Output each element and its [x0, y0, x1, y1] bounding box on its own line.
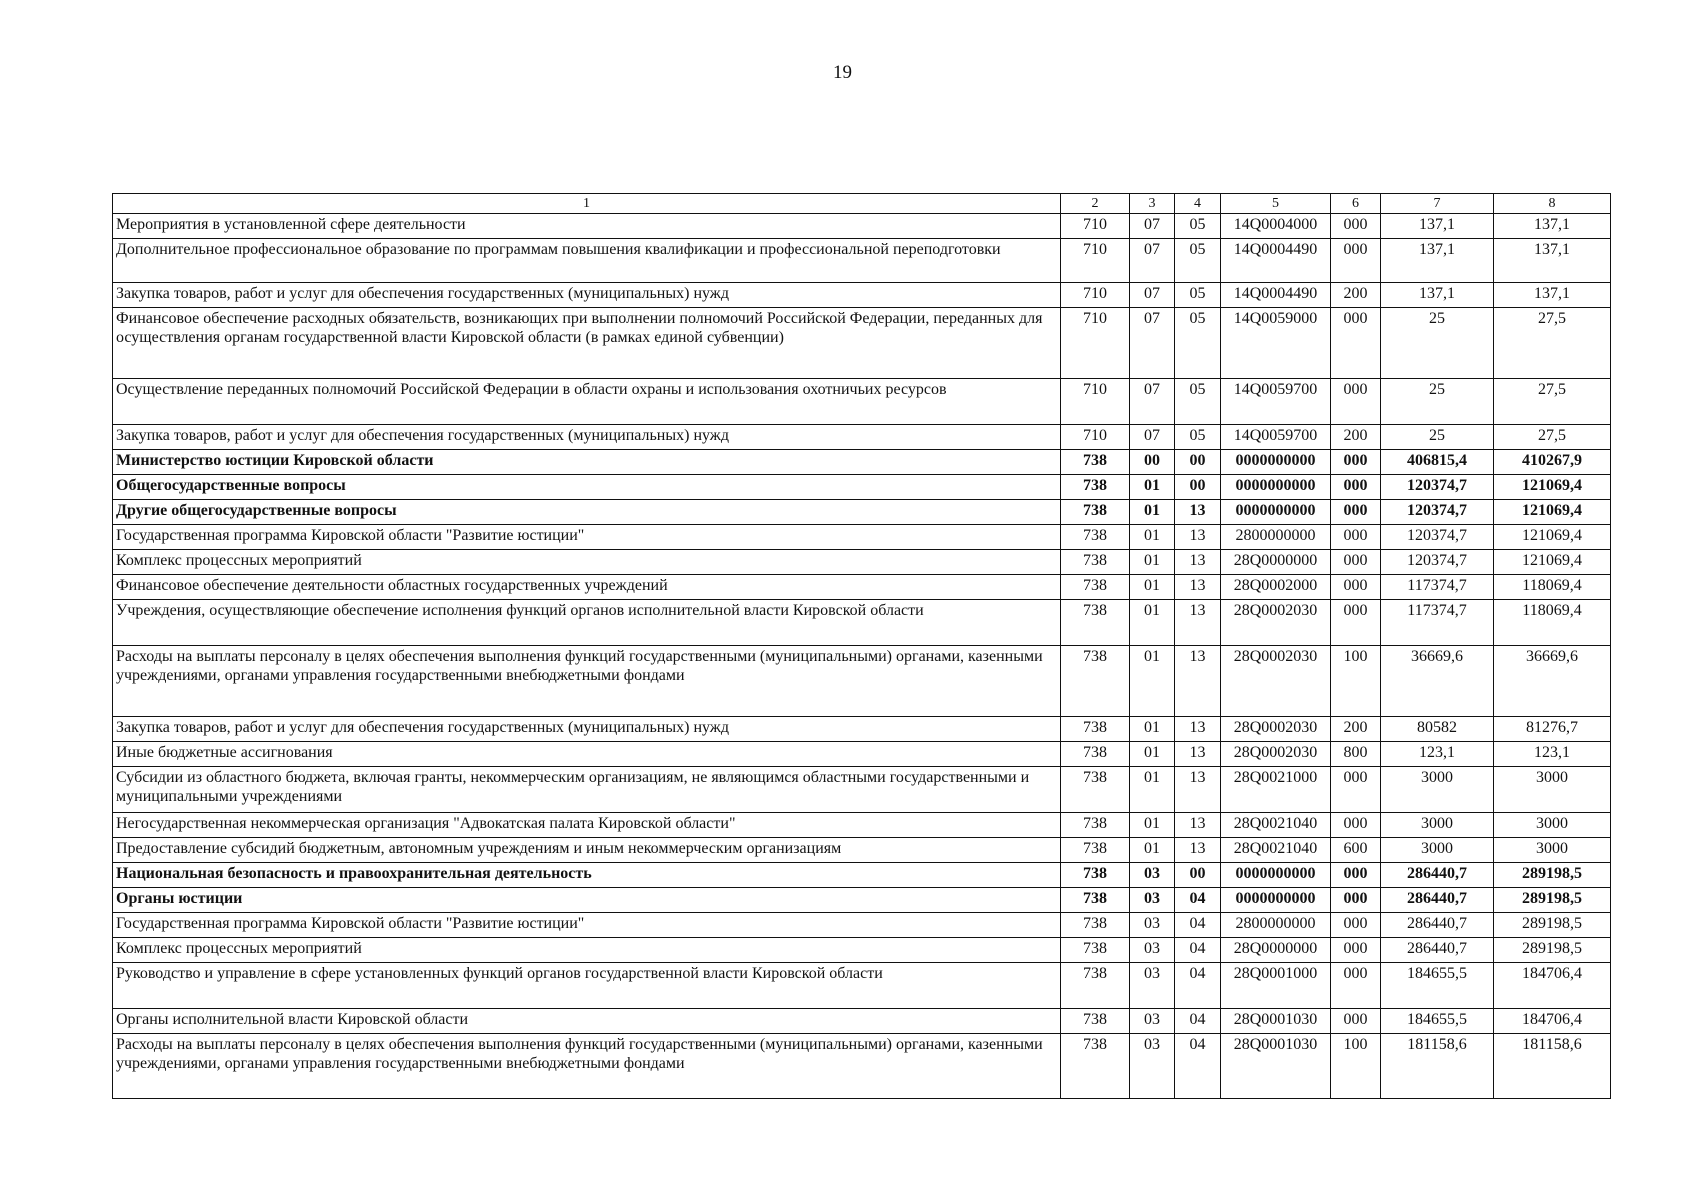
cell-admin-code: 738	[1061, 963, 1130, 1009]
cell-admin-code: 738	[1061, 646, 1130, 717]
cell-amount-year-1: 3000	[1381, 813, 1494, 838]
cell-admin-code: 738	[1061, 550, 1130, 575]
cell-row-name: Предоставление субсидий бюджетным, автономным учреждениям и иным некоммерческим организациям	[113, 838, 1061, 863]
cell-amount-year-1: 80582	[1381, 717, 1494, 742]
cell-amount-year-2: 121069,4	[1494, 550, 1611, 575]
cell-row-name: Органы юстиции	[113, 888, 1061, 913]
cell-amount-year-1: 120374,7	[1381, 500, 1494, 525]
cell-section-code: 01	[1130, 475, 1175, 500]
cell-row-name: Расходы на выплаты персоналу в целях обеспечения выполнения функций государственными (муниципальными) органами, казенными учреждениями, органами управления государственными внебюджетными фондами	[113, 646, 1061, 717]
cell-amount-year-1: 117374,7	[1381, 575, 1494, 600]
cell-section-code: 07	[1130, 239, 1175, 283]
cell-target-article: 0000000000	[1221, 500, 1331, 525]
cell-expense-type: 800	[1331, 742, 1381, 767]
header-col-8: 8	[1494, 194, 1611, 214]
cell-target-article: 28Q0000000	[1221, 550, 1331, 575]
cell-row-name: Национальная безопасность и правоохранительная деятельность	[113, 863, 1061, 888]
cell-expense-type: 200	[1331, 283, 1381, 308]
cell-subsection-code: 13	[1175, 600, 1221, 646]
table-row	[113, 575, 1611, 600]
cell-expense-type: 000	[1331, 239, 1381, 283]
cell-amount-year-1: 36669,6	[1381, 646, 1494, 717]
cell-amount-year-1: 286440,7	[1381, 888, 1494, 913]
header-col-6: 6	[1331, 194, 1381, 214]
cell-amount-year-2: 184706,4	[1494, 1009, 1611, 1034]
cell-target-article: 28Q0002030	[1221, 742, 1331, 767]
cell-admin-code: 738	[1061, 600, 1130, 646]
cell-row-name: Государственная программа Кировской области "Развитие юстиции"	[113, 525, 1061, 550]
cell-expense-type: 000	[1331, 863, 1381, 888]
cell-admin-code: 738	[1061, 938, 1130, 963]
cell-target-article: 28Q0001000	[1221, 963, 1331, 1009]
header-col-5: 5	[1221, 194, 1331, 214]
cell-amount-year-2: 123,1	[1494, 742, 1611, 767]
cell-admin-code: 710	[1061, 239, 1130, 283]
cell-target-article: 14Q0004490	[1221, 239, 1331, 283]
table-row	[113, 475, 1611, 500]
cell-section-code: 07	[1130, 283, 1175, 308]
table-row	[113, 550, 1611, 575]
cell-admin-code: 738	[1061, 1009, 1130, 1034]
cell-section-code: 07	[1130, 379, 1175, 425]
table-row	[113, 1009, 1611, 1034]
cell-row-name: Мероприятия в установленной сфере деятельности	[113, 214, 1061, 239]
cell-section-code: 01	[1130, 500, 1175, 525]
cell-admin-code: 738	[1061, 1034, 1130, 1099]
cell-subsection-code: 13	[1175, 575, 1221, 600]
cell-amount-year-1: 25	[1381, 379, 1494, 425]
table-row	[113, 450, 1611, 475]
header-col-2: 2	[1061, 194, 1130, 214]
cell-row-name: Руководство и управление в сфере установленных функций органов государственной власти Кировской области	[113, 963, 1061, 1009]
cell-subsection-code: 05	[1175, 214, 1221, 239]
cell-row-name: Комплекс процессных мероприятий	[113, 550, 1061, 575]
cell-admin-code: 710	[1061, 308, 1130, 379]
cell-section-code: 03	[1130, 888, 1175, 913]
cell-amount-year-2: 27,5	[1494, 425, 1611, 450]
cell-expense-type: 100	[1331, 1034, 1381, 1099]
cell-amount-year-1: 137,1	[1381, 214, 1494, 239]
cell-section-code: 03	[1130, 963, 1175, 1009]
table-row	[113, 913, 1611, 938]
cell-target-article: 0000000000	[1221, 475, 1331, 500]
cell-section-code: 03	[1130, 1009, 1175, 1034]
cell-amount-year-2: 137,1	[1494, 214, 1611, 239]
table-row	[113, 283, 1611, 308]
cell-expense-type: 000	[1331, 813, 1381, 838]
table-row	[113, 308, 1611, 379]
cell-row-name: Финансовое обеспечение расходных обязательств, возникающих при выполнении полномочий Российской Федерации, переданных для осуществления органам государственной власти Кировской области (в рамках единой субвенции)	[113, 308, 1061, 379]
cell-row-name: Закупка товаров, работ и услуг для обеспечения государственных (муниципальных) нужд	[113, 717, 1061, 742]
cell-amount-year-1: 120374,7	[1381, 475, 1494, 500]
cell-admin-code: 738	[1061, 838, 1130, 863]
cell-admin-code: 738	[1061, 742, 1130, 767]
cell-admin-code: 710	[1061, 425, 1130, 450]
cell-subsection-code: 04	[1175, 888, 1221, 913]
table-row	[113, 863, 1611, 888]
cell-admin-code: 738	[1061, 450, 1130, 475]
cell-subsection-code: 04	[1175, 1034, 1221, 1099]
cell-target-article: 14Q0059000	[1221, 308, 1331, 379]
cell-target-article: 28Q0001030	[1221, 1034, 1331, 1099]
cell-amount-year-2: 289198,5	[1494, 863, 1611, 888]
cell-expense-type: 000	[1331, 938, 1381, 963]
cell-section-code: 03	[1130, 1034, 1175, 1099]
table-row	[113, 600, 1611, 646]
cell-subsection-code: 13	[1175, 838, 1221, 863]
table-row	[113, 214, 1611, 239]
cell-row-name: Государственная программа Кировской области "Развитие юстиции"	[113, 913, 1061, 938]
cell-amount-year-2: 137,1	[1494, 283, 1611, 308]
cell-admin-code: 738	[1061, 500, 1130, 525]
cell-target-article: 14Q0004000	[1221, 214, 1331, 239]
cell-row-name: Дополнительное профессиональное образование по программам повышения квалификации и профессиональной переподготовки	[113, 239, 1061, 283]
cell-target-article: 28Q0021040	[1221, 813, 1331, 838]
cell-admin-code: 710	[1061, 283, 1130, 308]
cell-amount-year-2: 118069,4	[1494, 600, 1611, 646]
cell-target-article: 0000000000	[1221, 450, 1331, 475]
table-body	[113, 214, 1611, 1099]
cell-admin-code: 738	[1061, 913, 1130, 938]
cell-section-code: 01	[1130, 813, 1175, 838]
cell-admin-code: 738	[1061, 475, 1130, 500]
cell-row-name: Закупка товаров, работ и услуг для обеспечения государственных (муниципальных) нужд	[113, 425, 1061, 450]
cell-amount-year-1: 137,1	[1381, 239, 1494, 283]
cell-section-code: 01	[1130, 646, 1175, 717]
cell-amount-year-2: 27,5	[1494, 308, 1611, 379]
cell-amount-year-1: 286440,7	[1381, 913, 1494, 938]
cell-subsection-code: 05	[1175, 379, 1221, 425]
cell-admin-code: 738	[1061, 767, 1130, 813]
cell-admin-code: 738	[1061, 888, 1130, 913]
table-row	[113, 1034, 1611, 1099]
table-header	[113, 194, 1611, 214]
table-row	[113, 379, 1611, 425]
cell-target-article: 28Q0001030	[1221, 1009, 1331, 1034]
cell-subsection-code: 04	[1175, 938, 1221, 963]
cell-amount-year-2: 181158,6	[1494, 1034, 1611, 1099]
cell-subsection-code: 13	[1175, 717, 1221, 742]
cell-amount-year-1: 184655,5	[1381, 1009, 1494, 1034]
table-row	[113, 963, 1611, 1009]
cell-subsection-code: 13	[1175, 525, 1221, 550]
cell-target-article: 0000000000	[1221, 863, 1331, 888]
cell-subsection-code: 05	[1175, 308, 1221, 379]
cell-subsection-code: 04	[1175, 963, 1221, 1009]
cell-section-code: 01	[1130, 525, 1175, 550]
header-col-3: 3	[1130, 194, 1175, 214]
budget-table	[112, 193, 1611, 1099]
cell-section-code: 01	[1130, 550, 1175, 575]
cell-amount-year-2: 3000	[1494, 838, 1611, 863]
cell-subsection-code: 13	[1175, 646, 1221, 717]
cell-expense-type: 000	[1331, 475, 1381, 500]
cell-amount-year-2: 121069,4	[1494, 500, 1611, 525]
cell-target-article: 28Q0002030	[1221, 600, 1331, 646]
cell-expense-type: 000	[1331, 600, 1381, 646]
table-row	[113, 717, 1611, 742]
cell-section-code: 03	[1130, 863, 1175, 888]
cell-target-article: 28Q0002000	[1221, 575, 1331, 600]
cell-amount-year-1: 117374,7	[1381, 600, 1494, 646]
cell-target-article: 14Q0059700	[1221, 425, 1331, 450]
cell-target-article: 28Q0021040	[1221, 838, 1331, 863]
cell-section-code: 01	[1130, 600, 1175, 646]
cell-row-name: Другие общегосударственные вопросы	[113, 500, 1061, 525]
cell-subsection-code: 13	[1175, 813, 1221, 838]
cell-amount-year-2: 289198,5	[1494, 938, 1611, 963]
cell-amount-year-1: 120374,7	[1381, 550, 1494, 575]
cell-section-code: 07	[1130, 308, 1175, 379]
table-row	[113, 500, 1611, 525]
cell-amount-year-1: 406815,4	[1381, 450, 1494, 475]
cell-section-code: 03	[1130, 913, 1175, 938]
cell-subsection-code: 04	[1175, 913, 1221, 938]
cell-expense-type: 000	[1331, 1009, 1381, 1034]
cell-expense-type: 000	[1331, 963, 1381, 1009]
cell-subsection-code: 13	[1175, 742, 1221, 767]
cell-amount-year-1: 137,1	[1381, 283, 1494, 308]
cell-target-article: 28Q0021000	[1221, 767, 1331, 813]
cell-expense-type: 000	[1331, 888, 1381, 913]
cell-subsection-code: 05	[1175, 239, 1221, 283]
cell-row-name: Общегосударственные вопросы	[113, 475, 1061, 500]
cell-section-code: 07	[1130, 425, 1175, 450]
cell-amount-year-2: 289198,5	[1494, 888, 1611, 913]
cell-admin-code: 738	[1061, 575, 1130, 600]
table-row	[113, 813, 1611, 838]
cell-amount-year-2: 184706,4	[1494, 963, 1611, 1009]
cell-amount-year-1: 3000	[1381, 767, 1494, 813]
cell-subsection-code: 13	[1175, 550, 1221, 575]
cell-section-code: 01	[1130, 575, 1175, 600]
cell-amount-year-2: 137,1	[1494, 239, 1611, 283]
cell-amount-year-2: 289198,5	[1494, 913, 1611, 938]
cell-expense-type: 000	[1331, 575, 1381, 600]
cell-admin-code: 738	[1061, 525, 1130, 550]
cell-subsection-code: 13	[1175, 500, 1221, 525]
table-row	[113, 646, 1611, 717]
cell-target-article: 2800000000	[1221, 913, 1331, 938]
cell-subsection-code: 13	[1175, 767, 1221, 813]
header-row	[113, 194, 1611, 214]
cell-subsection-code: 05	[1175, 283, 1221, 308]
table-row	[113, 838, 1611, 863]
cell-admin-code: 738	[1061, 863, 1130, 888]
cell-amount-year-1: 181158,6	[1381, 1034, 1494, 1099]
table-row	[113, 938, 1611, 963]
page-number: 19	[833, 62, 852, 83]
cell-row-name: Закупка товаров, работ и услуг для обеспечения государственных (муниципальных) нужд	[113, 283, 1061, 308]
cell-amount-year-1: 286440,7	[1381, 938, 1494, 963]
header-col-4: 4	[1175, 194, 1221, 214]
cell-section-code: 01	[1130, 767, 1175, 813]
cell-target-article: 0000000000	[1221, 888, 1331, 913]
cell-target-article: 2800000000	[1221, 525, 1331, 550]
cell-expense-type: 000	[1331, 500, 1381, 525]
cell-amount-year-2: 121069,4	[1494, 475, 1611, 500]
cell-amount-year-1: 120374,7	[1381, 525, 1494, 550]
cell-target-article: 28Q0002030	[1221, 717, 1331, 742]
cell-subsection-code: 00	[1175, 863, 1221, 888]
cell-section-code: 01	[1130, 717, 1175, 742]
cell-expense-type: 000	[1331, 308, 1381, 379]
cell-target-article: 28Q0002030	[1221, 646, 1331, 717]
cell-admin-code: 710	[1061, 214, 1130, 239]
cell-amount-year-2: 27,5	[1494, 379, 1611, 425]
cell-section-code: 01	[1130, 838, 1175, 863]
cell-admin-code: 738	[1061, 813, 1130, 838]
table-row	[113, 525, 1611, 550]
cell-row-name: Расходы на выплаты персоналу в целях обеспечения выполнения функций государственными (муниципальными) органами, казенными учреждениями, органами управления государственными внебюджетными фондами	[113, 1034, 1061, 1099]
cell-row-name: Министерство юстиции Кировской области	[113, 450, 1061, 475]
cell-amount-year-2: 81276,7	[1494, 717, 1611, 742]
cell-amount-year-1: 25	[1381, 425, 1494, 450]
table-row	[113, 767, 1611, 813]
header-col-7: 7	[1381, 194, 1494, 214]
cell-row-name: Органы исполнительной власти Кировской области	[113, 1009, 1061, 1034]
cell-row-name: Осуществление переданных полномочий Российской Федерации в области охраны и использования охотничьих ресурсов	[113, 379, 1061, 425]
cell-target-article: 28Q0000000	[1221, 938, 1331, 963]
cell-expense-type: 000	[1331, 767, 1381, 813]
cell-row-name: Субсидии из областного бюджета, включая гранты, некоммерческим организациям, не являющимся областными государственными и муниципальными учреждениями	[113, 767, 1061, 813]
table-row	[113, 742, 1611, 767]
cell-amount-year-1: 123,1	[1381, 742, 1494, 767]
cell-admin-code: 710	[1061, 379, 1130, 425]
cell-section-code: 01	[1130, 742, 1175, 767]
cell-subsection-code: 00	[1175, 450, 1221, 475]
cell-amount-year-2: 118069,4	[1494, 575, 1611, 600]
cell-admin-code: 738	[1061, 717, 1130, 742]
cell-target-article: 14Q0004490	[1221, 283, 1331, 308]
cell-amount-year-1: 286440,7	[1381, 863, 1494, 888]
cell-expense-type: 200	[1331, 425, 1381, 450]
cell-amount-year-1: 3000	[1381, 838, 1494, 863]
cell-amount-year-1: 25	[1381, 308, 1494, 379]
cell-subsection-code: 05	[1175, 425, 1221, 450]
table-row	[113, 425, 1611, 450]
cell-expense-type: 000	[1331, 214, 1381, 239]
table-row	[113, 239, 1611, 283]
cell-target-article: 14Q0059700	[1221, 379, 1331, 425]
cell-expense-type: 100	[1331, 646, 1381, 717]
cell-row-name: Учреждения, осуществляющие обеспечение исполнения функций органов исполнительной власти Кировской области	[113, 600, 1061, 646]
cell-subsection-code: 04	[1175, 1009, 1221, 1034]
cell-amount-year-2: 3000	[1494, 767, 1611, 813]
cell-subsection-code: 00	[1175, 475, 1221, 500]
cell-row-name: Негосударственная некоммерческая организация "Адвокатская палата Кировской области"	[113, 813, 1061, 838]
cell-amount-year-2: 121069,4	[1494, 525, 1611, 550]
cell-expense-type: 000	[1331, 913, 1381, 938]
cell-amount-year-2: 410267,9	[1494, 450, 1611, 475]
cell-expense-type: 000	[1331, 379, 1381, 425]
cell-row-name: Финансовое обеспечение деятельности областных государственных учреждений	[113, 575, 1061, 600]
cell-amount-year-2: 3000	[1494, 813, 1611, 838]
header-col-1: 1	[113, 194, 1061, 214]
cell-row-name: Иные бюджетные ассигнования	[113, 742, 1061, 767]
cell-expense-type: 200	[1331, 717, 1381, 742]
table-row	[113, 888, 1611, 913]
cell-section-code: 03	[1130, 938, 1175, 963]
cell-amount-year-1: 184655,5	[1381, 963, 1494, 1009]
cell-amount-year-2: 36669,6	[1494, 646, 1611, 717]
cell-expense-type: 600	[1331, 838, 1381, 863]
cell-expense-type: 000	[1331, 525, 1381, 550]
cell-expense-type: 000	[1331, 450, 1381, 475]
cell-expense-type: 000	[1331, 550, 1381, 575]
cell-row-name: Комплекс процессных мероприятий	[113, 938, 1061, 963]
cell-section-code: 00	[1130, 450, 1175, 475]
cell-section-code: 07	[1130, 214, 1175, 239]
